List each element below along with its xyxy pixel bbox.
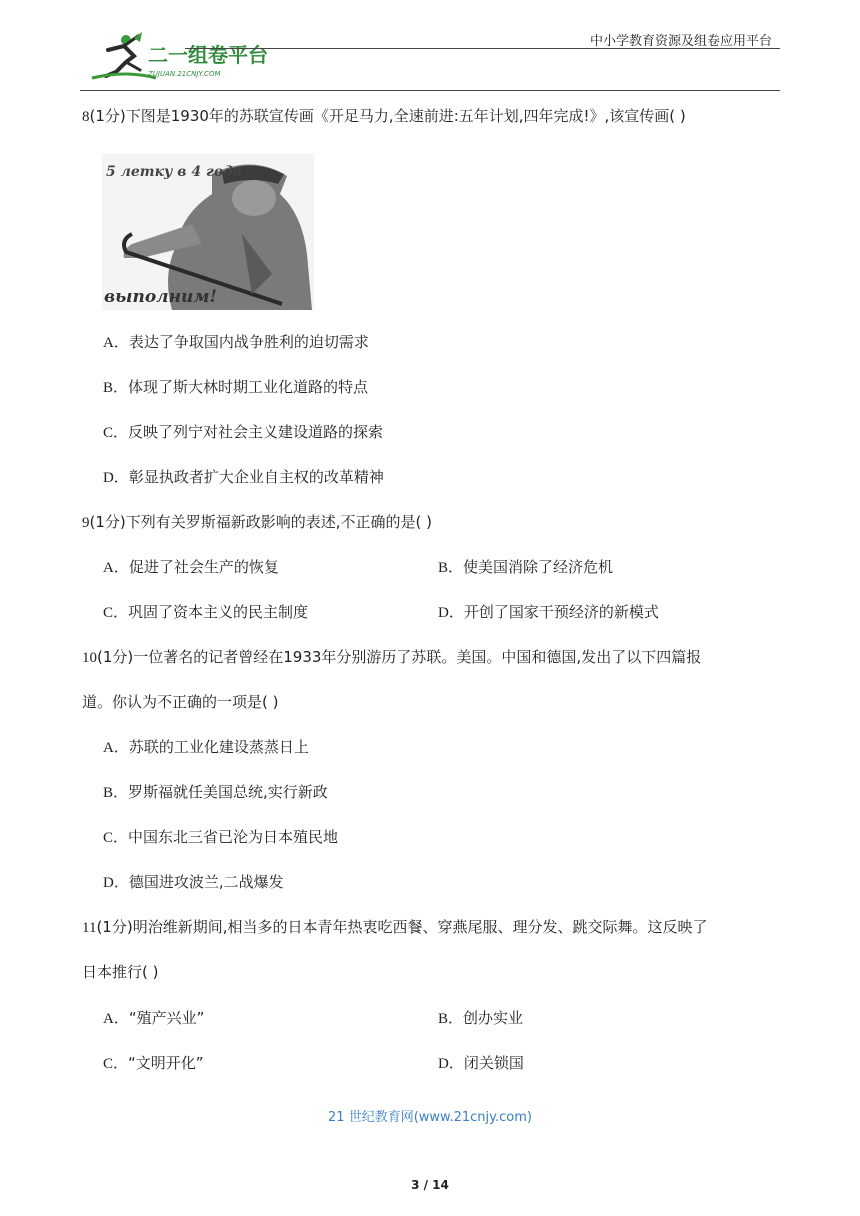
question-line: 道。你认为不正确的一项是( ) (82, 693, 279, 711)
poster-top-text: 5 летку в 4 года (106, 164, 243, 180)
question-line: (1分)一位著名的记者曾经在1933年分别游历了苏联。美国。中国和德国,发出了以下四篇报 (97, 648, 702, 666)
poster-bottom-text: выполним! (104, 287, 217, 307)
platform-title: 中小学教育资源及组卷应用平台 (589, 34, 772, 49)
question-10-text (82, 647, 701, 668)
logo-subtext: ZUJUAN.21CNJY.COM (148, 70, 221, 78)
option-11-a[interactable]: A．“殖产兴业” (103, 1009, 205, 1027)
option-9-d[interactable]: D．开创了国家干预经济的新模式 (438, 603, 659, 621)
option-8-c[interactable]: C．反映了列宁对社会主义建设道路的探索 (103, 423, 384, 441)
option-8-b[interactable]: B．体现了斯大林时期工业化道路的特点 (103, 378, 369, 396)
soviet-poster-image (102, 154, 314, 310)
option-10-c[interactable]: C．中国东北三省已沦为日本殖民地 (103, 828, 339, 846)
header-divider-top (185, 48, 780, 49)
question-number: 11 (82, 920, 97, 936)
option-10-b[interactable]: B．罗斯福就任美国总统,实行新政 (103, 783, 328, 801)
question-8-text (82, 106, 686, 127)
question-9-text (82, 512, 432, 533)
question-number: 8 (82, 109, 90, 125)
question-number: 10 (82, 650, 97, 666)
question-11-text (82, 917, 707, 938)
footer-website-link[interactable]: 21 世纪教育网(www.21cnjy.com) (328, 1110, 532, 1125)
zujuan-logo (86, 28, 276, 88)
option-11-b[interactable]: B．创办实业 (438, 1009, 524, 1027)
option-8-d[interactable]: D．彰显执政者扩大企业自主权的改革精神 (103, 468, 384, 486)
question-line: (1分)下图是1930年的苏联宣传画《开足马力,全速前进:五年计划,四年完成!》,该宣传画( ) (89, 107, 686, 125)
option-9-a[interactable]: A．促进了社会生产的恢复 (103, 558, 279, 576)
question-line: 日本推行( ) (82, 963, 159, 981)
question-11-text-cont (82, 962, 158, 982)
page-number: 3 / 14 (411, 1178, 449, 1192)
question-number: 9 (82, 515, 90, 531)
header-divider-bottom (80, 90, 780, 91)
option-10-a[interactable]: A．苏联的工业化建设蒸蒸日上 (103, 738, 309, 756)
option-9-b[interactable]: B．使美国消除了经济危机 (438, 558, 614, 576)
logo-text: 二一组卷平台 (148, 43, 268, 67)
option-10-d[interactable]: D．德国进攻波兰,二战爆发 (103, 873, 284, 891)
option-11-c[interactable]: C．“文明开化” (103, 1054, 204, 1072)
question-line: (1分)下列有关罗斯福新政影响的表述,不正确的是( ) (89, 513, 432, 531)
option-9-c[interactable]: C．巩固了资本主义的民主制度 (103, 603, 309, 621)
question-10-text-cont (82, 692, 278, 712)
page-header (80, 22, 780, 94)
question-line: (1分)明治维新期间,相当多的日本青年热衷吃西餐、穿燕尾服、理分发、跳交际舞。这反映了 (96, 918, 708, 936)
option-11-d[interactable]: D．闭关锁国 (438, 1054, 524, 1072)
option-8-a[interactable]: A．表达了争取国内战争胜利的迫切需求 (103, 333, 369, 351)
